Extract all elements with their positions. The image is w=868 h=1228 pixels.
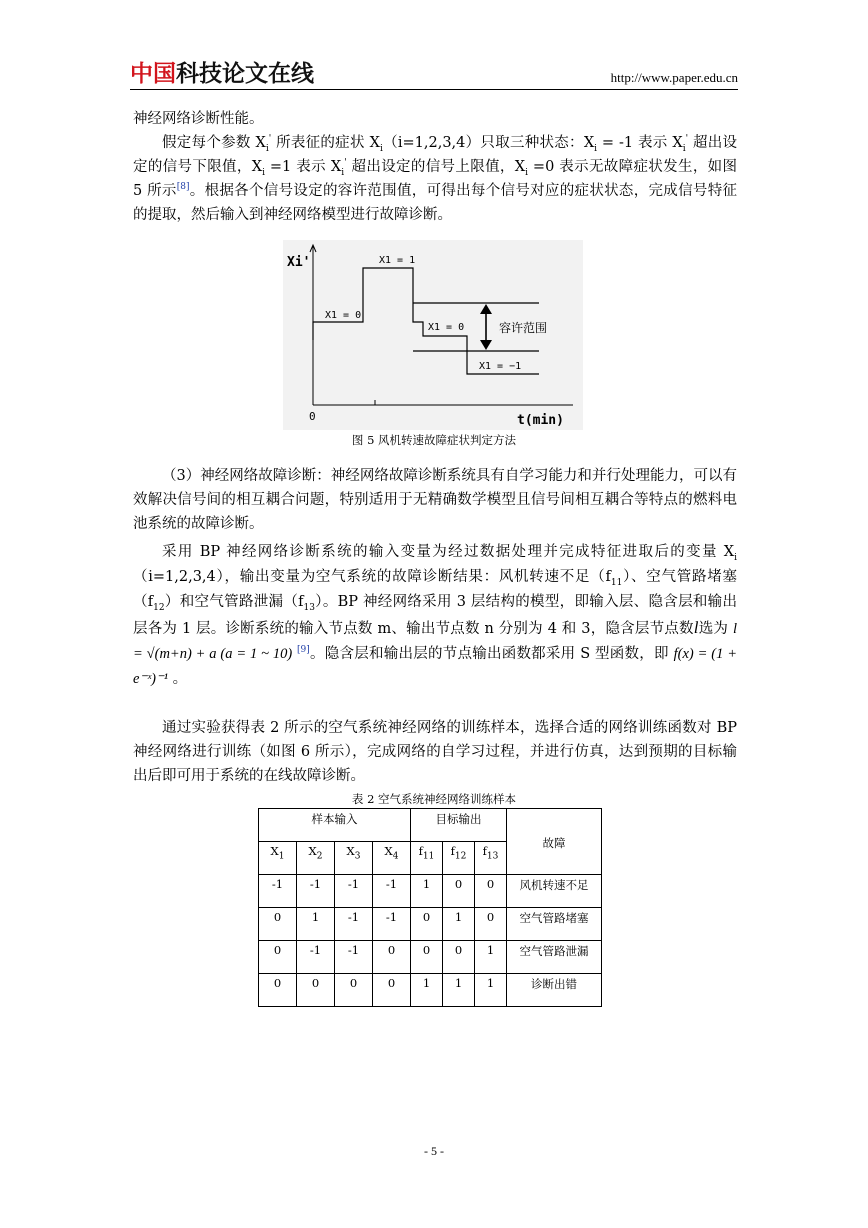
table-cell: 0 xyxy=(297,974,335,1007)
column-header: $f_{12}$ xyxy=(443,842,475,875)
header-fault: 故障 xyxy=(507,809,602,875)
table-cell: 0 xyxy=(443,941,475,974)
citation-9[interactable]: [9] xyxy=(297,645,310,656)
header-url[interactable]: http://www.paper.edu.cn xyxy=(610,70,738,85)
column-header: $f_{13}$ xyxy=(475,842,507,875)
table-cell: 1 xyxy=(411,974,443,1007)
table-cell: 0 xyxy=(411,941,443,974)
fault-cell: 诊断出错 xyxy=(507,974,602,1007)
paragraph-0-text: 神经网络诊断性能。 xyxy=(133,111,264,127)
table-2-caption: 表 2 空气系统神经网络训练样本 xyxy=(351,792,517,806)
header-rule xyxy=(130,89,738,90)
paragraph-3 xyxy=(133,540,737,692)
table-cell: -1 xyxy=(335,875,373,908)
table-cell: 0 xyxy=(411,908,443,941)
header-target-output: 目标输出 xyxy=(411,809,507,842)
table-row xyxy=(259,908,602,941)
header-sample-input: 样本输入 xyxy=(259,809,411,842)
table-cell: 1 xyxy=(411,875,443,908)
table-cell: 0 xyxy=(475,908,507,941)
paragraph-2-text: （3）神经网络故障诊断：神经网络故障诊断系统具有自学习能力和并行处理能力，可以有效解决信号间的相互耦合问题，特别适用于无精确数学模型且信号间相互耦合等特点的燃料电池系统的故障诊断。 xyxy=(133,468,737,532)
paragraph-0 xyxy=(133,107,737,131)
fault-cell: 空气管路泄漏 xyxy=(507,941,602,974)
table-cell: -1 xyxy=(335,908,373,941)
formula-sigmoid: f(x) = (1 + e⁻ˣ)⁻¹ xyxy=(133,646,738,687)
paragraph-4 xyxy=(133,716,737,788)
table-cell: -1 xyxy=(373,908,411,941)
label-x1-0-second: X1 = 0 xyxy=(428,322,465,333)
paragraph-4-text: 通过实验获得表 2 所示的空气系统神经网络的训练样本，选择合适的网络训练函数对 BP 神经网络进行训练（如图 6 所示），完成网络的自学习过程，并进行仿真，达到预期的目标输出后即可用于系统的在线故障诊断。 xyxy=(133,720,737,784)
paragraph-3-text: 采用 BP 神经网络诊断系统的输入变量为经过数据处理并完成特征进取后的变量 $X_i(i=1,2,3,4)$，输出变量为空气系统的故障诊断结果：风机转速不足$(f_{11})$、空气管路堵塞$(f_{12})$和空气管路泄漏$(f_{13})$。BP 神经网络采用 3 层结构的模型，即输入层、隐含层和输出层各为 1 层。诊断系统的输入节点数 m、输出节点数 n 分别为 4 和 3，隐含层节点数l选为 l = √(m+n) + a (a = 1 ~ 10) [9]。隐含层和输出层的节点输出函数都采用 S 型函数，即 f(x) = (1 + e⁻ˣ)⁻¹ 。 xyxy=(133,544,738,687)
label-x1-1: X1 = 1 xyxy=(379,255,416,266)
figure-5-diagram xyxy=(283,240,583,430)
label-x1-minus-1: X1 = −1 xyxy=(479,361,522,372)
table-cell: 1 xyxy=(443,908,475,941)
fault-cell: 空气管路堵塞 xyxy=(507,908,602,941)
table-cell: 0 xyxy=(373,974,411,1007)
y-axis-label: Xi' xyxy=(287,255,311,270)
formula-hidden-nodes: l = √(m+n) + a (a = 1 ~ 10) xyxy=(133,621,737,662)
logo-dark-text: 科技论文在线 xyxy=(176,61,314,87)
table-cell: 0 xyxy=(259,941,297,974)
paragraph-2 xyxy=(133,464,737,536)
table-cell: 0 xyxy=(475,875,507,908)
figure-5-caption: 图 5 风机转速故障症状判定方法 xyxy=(351,433,517,447)
origin-label: 0 xyxy=(309,410,316,423)
x-axis-label: t(min) xyxy=(517,413,564,428)
table-cell: -1 xyxy=(259,875,297,908)
column-header: $f_{11}$ xyxy=(411,842,443,875)
table-cell: 0 xyxy=(259,908,297,941)
table-cell: -1 xyxy=(335,941,373,974)
table-cell: 0 xyxy=(373,941,411,974)
citation-8[interactable]: [8] xyxy=(176,182,190,193)
column-header: $X_1$ xyxy=(259,842,297,875)
column-header: $X_3$ xyxy=(335,842,373,875)
column-header: $X_2$ xyxy=(297,842,335,875)
table-cell: 1 xyxy=(297,908,335,941)
journal-logo xyxy=(130,60,314,88)
label-x1-0-first: X1 = 0 xyxy=(325,310,362,321)
table-cell: 1 xyxy=(443,974,475,1007)
logo-red-text: 中国 xyxy=(130,61,176,87)
table-cell: 1 xyxy=(475,974,507,1007)
paragraph-1 xyxy=(133,131,737,227)
table-cell: 0 xyxy=(335,974,373,1007)
table-cell: 0 xyxy=(443,875,475,908)
table-cell: -1 xyxy=(297,941,335,974)
table-row xyxy=(259,875,602,908)
page-number: - 5 - xyxy=(424,1144,444,1158)
paragraph-1-text: 假定每个参数 $X_i'$ 所表征的症状 $X_i(i=1,2,3,4)$只取三种状态：$X_i = -1$ 表示 $X_i'$ 超出设定的信号下限值，$X_i =1$ 表示 $X_i'$ 超出设定的信号上限值，$X_i =0$ 表示无故障症状发生，如图 5 所示[8]。根据各个信号设定的容许范围值，可得出每个信号对应的症状状态，完成信号特征的提取，然后输入到神经网络模型进行故障诊断。 xyxy=(133,134,738,223)
table-cell: -1 xyxy=(297,875,335,908)
table-cell: 0 xyxy=(259,974,297,1007)
column-header: $X_4$ xyxy=(373,842,411,875)
table-row xyxy=(259,974,602,1007)
table-row xyxy=(259,941,602,974)
training-sample-table xyxy=(258,808,602,1007)
table-cell: -1 xyxy=(373,875,411,908)
table-cell: 1 xyxy=(475,941,507,974)
tolerance-range-label: 容许范围 xyxy=(499,321,548,335)
fault-cell: 风机转速不足 xyxy=(507,875,602,908)
